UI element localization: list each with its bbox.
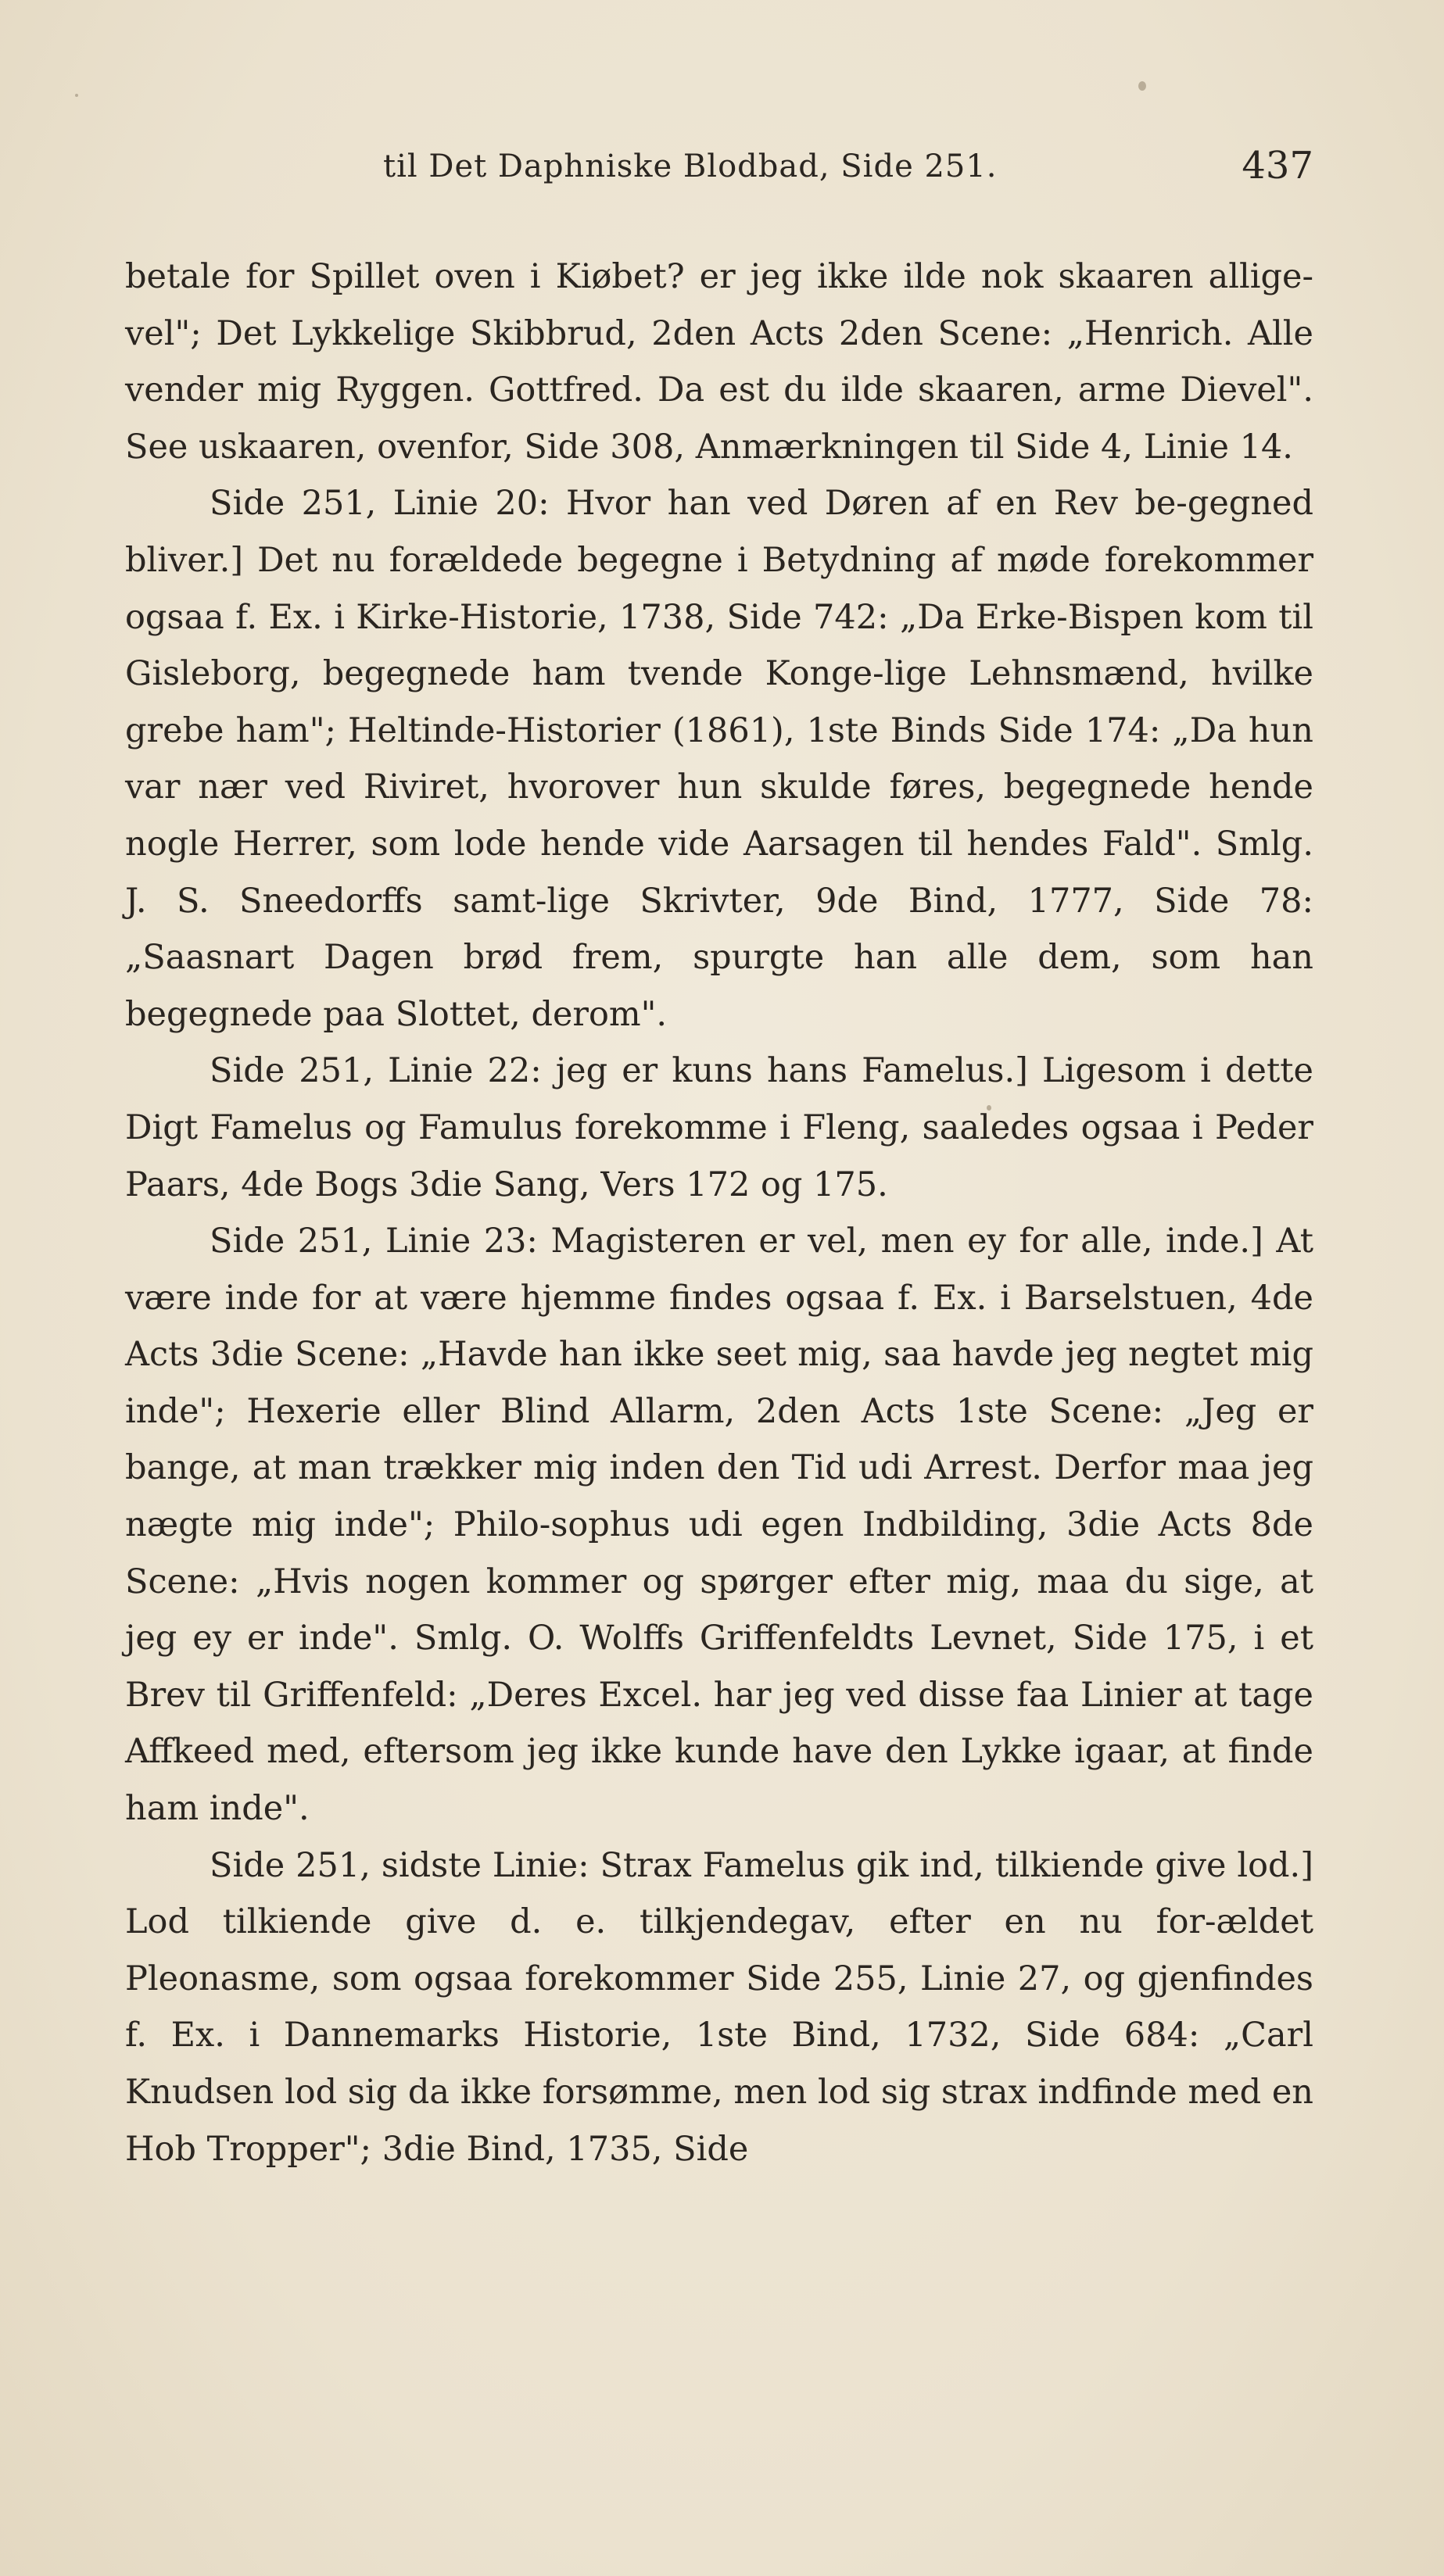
paragraph: betale for Spillet oven i Kiøbet? er jeg ikke ilde nok skaaren allige-vel"; Det Lykkelige Skibbrud, 2den Acts 2den Scene: „Henrich. Alle vender mig Ryggen. Gottfred. Da est du ilde skaaren, arme Dievel". See uskaaren, ovenfor, Side 308, Anmærkningen til Side 4, Linie 14. — [125, 257, 1313, 467]
paragraph: Side 251, Linie 22: jeg er kuns hans Famelus.] Ligesom i dette Digt Famelus og Famulus forekomme i Fleng, saaledes ogsaa i Peder Paars, 4de Bogs 3die Sang, Vers 172 og 175. — [125, 1051, 1313, 1204]
paragraph: Side 251, Linie 20: Hvor han ved Døren af en Rev be-gegned bliver.] Det nu forældede begegne i Betydning af møde forekommer ogsaa f. Ex. i Kirke-Historie, 1738, Side 742: „Da Erke-Bispen kom til Gisleborg, begegnede ham tvende Konge-lige Lehnsmænd, hvilke grebe ham"; Heltinde-Historier (1861), 1ste Binds Side 174: „Da hun var nær ved Riviret, hvorover hun skulde føres, begegnede hende nogle Herrer, som lode hende vide Aarsagen til hendes Fald". Smlg. J. S. Sneedorffs samt-lige Skrivter, 9de Bind, 1777, Side 78: „Saasnart Dagen brød frem, spurgte han alle dem, som han begegnede paa Slottet, derom". — [125, 484, 1313, 1034]
paragraph: Side 251, Linie 23: Magisteren er vel, men ey for alle, inde.] At være inde for at være hjemme findes ogsaa f. Ex. i Barselstuen, 4de Acts 3die Scene: „Havde han ikke seet mig, saa havde jeg negtet mig inde"; Hexerie eller Blind Allarm, 2den Acts 1ste Scene: „Jeg er bange, at man trækker mig inden den Tid udi Arrest. Derfor maa jeg nægte mig inde"; Philo-sophus udi egen Indbilding, 3die Acts 8de Scene: „Hvis nogen kommer og spørger efter mig, maa du sige, at jeg ey er inde". Smlg. O. Wolffs Griffenfeldts Levnet, Side 175, i et Brev til Griffenfeld: „Deres Excel. har jeg ved disse faa Linier at tage Affkeed med, eftersom jeg ikke kunde have den Lykke igaar, at finde ham inde". — [125, 1222, 1313, 1829]
body-text — [125, 249, 1313, 2177]
page-number: 437 — [1242, 144, 1313, 188]
paragraph: Side 251, sidste Linie: Strax Famelus gik ind, tilkiende give lod.] Lod tilkiende give d. e. tilkjendegav, efter en nu for-ældet Pleonasme, som ogsaa forekommer Side 255, Linie 27, og gjenfindes f. Ex. i Dannemarks Historie, 1ste Bind, 1732, Side 684: „Carl Knudsen lod sig da ikke forsømme, men lod sig strax indfinde med en Hob Tropper"; 3die Bind, 1735, Side — [125, 1845, 1313, 2169]
paper-blemish — [1138, 81, 1146, 91]
page-header — [125, 141, 1313, 203]
running-title: til Det Daphniske Blodbad, Side 251. — [383, 148, 998, 184]
paper-blemish — [75, 94, 78, 97]
